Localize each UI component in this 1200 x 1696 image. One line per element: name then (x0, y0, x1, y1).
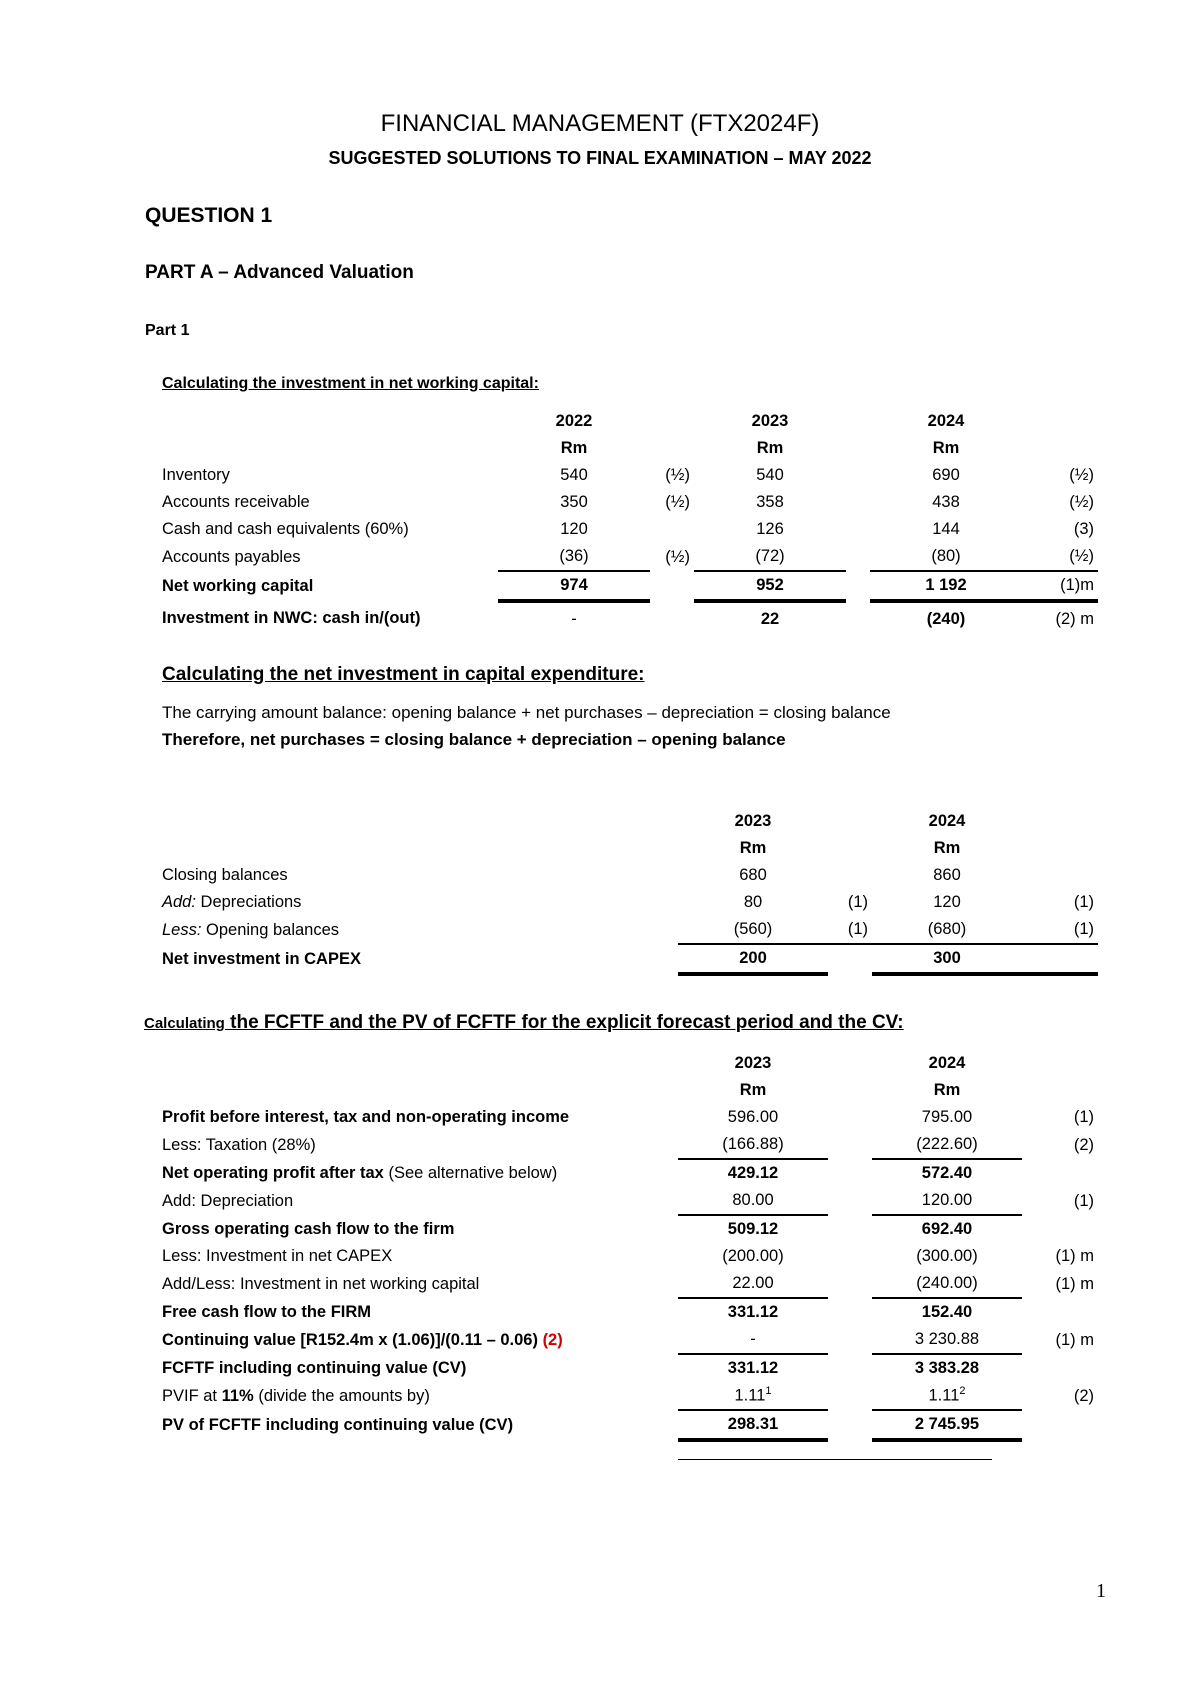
table-row (158, 1243, 1098, 1270)
unit-header: Rm (932, 439, 960, 457)
table-row (158, 408, 1098, 435)
table-row (158, 1410, 1098, 1440)
table-row (158, 889, 1098, 916)
cell-value: 572.40 (921, 1164, 973, 1182)
cell-value: (560) (678, 916, 828, 944)
year-header: 2023 (751, 412, 789, 430)
table-row (158, 1187, 1098, 1215)
cell-value: 120 (560, 520, 588, 538)
cell-value: 350 (560, 493, 588, 511)
mark-red: (2) (542, 1330, 563, 1349)
mark: (½) (1069, 466, 1094, 484)
row-label (158, 1326, 678, 1354)
cell-value: 80.00 (678, 1187, 828, 1215)
capex-table (158, 808, 1098, 976)
cell-value: 120 (933, 893, 961, 911)
row-label: Add: Depreciation (162, 1191, 294, 1210)
mark: (½) (665, 466, 690, 484)
table-row (158, 462, 1098, 489)
label-text: Net operating profit after tax (162, 1163, 384, 1182)
cell-value: 200 (678, 944, 828, 974)
cell-value: (166.88) (678, 1131, 828, 1159)
table-row (158, 489, 1098, 516)
cell-value: 3 383.28 (914, 1359, 980, 1377)
cell-value: 2 745.95 (872, 1410, 1022, 1440)
row-label: Cash and cash equivalents (60%) (162, 520, 409, 538)
label-text: Opening balances (201, 920, 340, 939)
nwc-table (158, 408, 1098, 635)
table-row (158, 1131, 1098, 1159)
mark: (3) (1073, 520, 1094, 538)
mark: (1) (1022, 916, 1098, 944)
cell-value: 690 (932, 466, 960, 484)
unit-header: Rm (933, 839, 961, 857)
cell-value: (240) (926, 609, 966, 628)
mark: (½) (1069, 493, 1094, 511)
mark: (2) (1073, 1386, 1094, 1405)
cell-value: 144 (932, 520, 960, 538)
fcftf-heading-big: the FCFTF and the PV of FCFTF for the explicit forecast period and the CV: (224, 1012, 904, 1033)
mark: (1) m (1055, 1330, 1094, 1349)
cell-value: 3 230.88 (872, 1326, 1022, 1354)
mark: (1) (847, 893, 868, 911)
cell-value: (222.60) (872, 1131, 1022, 1159)
table-row (158, 1159, 1098, 1187)
row-label: Investment in NWC: cash in/(out) (162, 608, 421, 627)
row-label: Closing balances (162, 866, 288, 884)
cell-value: 429.12 (727, 1164, 779, 1182)
mark: (½) (665, 547, 690, 566)
label-text: Depreciations (195, 893, 302, 911)
unit-header: Rm (739, 1081, 767, 1099)
cell-value: (680) (872, 916, 1022, 944)
cell-value: (80) (870, 543, 1022, 571)
mark: (½) (665, 493, 690, 511)
year-header: 2022 (555, 412, 593, 430)
year-header: 2024 (927, 412, 965, 430)
cell-value: (36) (498, 543, 650, 571)
part-a-heading: PART A – Advanced Valuation (145, 262, 414, 283)
cell-value: 120.00 (872, 1187, 1022, 1215)
row-label: FCFTF including continuing value (CV) (162, 1358, 467, 1377)
row-label: Free cash flow to the FIRM (162, 1302, 372, 1321)
label-rate: 11% (221, 1386, 254, 1405)
cell-value: - (571, 609, 577, 628)
unit-header: Rm (933, 1081, 961, 1099)
capex-heading: Calculating the net investment in capital expenditure: (162, 664, 645, 685)
unit-header: Rm (560, 439, 588, 457)
row-label (158, 1382, 678, 1410)
cell-value: 438 (932, 493, 960, 511)
row-label: PV of FCFTF including continuing value (CV) (162, 1415, 514, 1434)
fcftf-heading (144, 1012, 904, 1034)
cell-value (678, 1382, 828, 1410)
mark: (1) m (1055, 1247, 1094, 1265)
cell-value: 860 (933, 866, 961, 884)
cell-value: 952 (694, 571, 846, 601)
row-label (158, 1159, 678, 1187)
row-label: Profit before interest, tax and non-operating income (162, 1108, 570, 1126)
table-row (158, 1104, 1098, 1131)
row-label: Less: Taxation (28%) (162, 1135, 316, 1154)
cell-value: 22.00 (678, 1270, 828, 1298)
cell-value: - (678, 1326, 828, 1354)
mark (650, 516, 694, 543)
unit-header: Rm (739, 839, 767, 857)
table-row (158, 1354, 1098, 1382)
mark: (1) (1073, 1191, 1094, 1210)
cell-value: 692.40 (921, 1220, 973, 1238)
row-label: Gross operating cash flow to the firm (162, 1219, 455, 1238)
cell-value: 300 (872, 944, 1022, 974)
cell-value: (240.00) (872, 1270, 1022, 1298)
bottom-rule (678, 1459, 992, 1460)
cell-value: 152.40 (921, 1303, 973, 1321)
row-label (158, 916, 678, 944)
unit-header: Rm (756, 439, 784, 457)
cell-value: 126 (756, 520, 784, 538)
document-subtitle: SUGGESTED SOLUTIONS TO FINAL EXAMINATION – MAY 2022 (328, 148, 872, 168)
cell-value: 1 192 (870, 571, 1022, 601)
mark: (1) m (1055, 1274, 1094, 1293)
row-label (158, 889, 678, 916)
year-header: 2024 (928, 812, 966, 830)
fcftf-table (158, 1050, 1098, 1442)
capex-note-1: The carrying amount balance: opening balance + net purchases – depreciation = closing balance (162, 703, 891, 722)
cell-value (872, 1382, 1022, 1410)
mark: (½) (1022, 543, 1098, 571)
fcftf-heading-small: Calculating (144, 1015, 225, 1032)
cell-value: 331.12 (727, 1303, 779, 1321)
row-label: Add/Less: Investment in net working capital (162, 1274, 480, 1293)
table-row (158, 543, 1098, 571)
table-row (158, 944, 1098, 974)
mark: (1)m (1022, 571, 1098, 601)
table-row (158, 835, 1098, 862)
label-prefix: Less: (162, 920, 202, 939)
question-heading: QUESTION 1 (145, 204, 273, 227)
capex-note-2: Therefore, net purchases = closing balance + depreciation – opening balance (162, 730, 786, 749)
table-row (158, 916, 1098, 944)
table-row (158, 1050, 1098, 1077)
year-header: 2024 (928, 1054, 966, 1072)
table-row (158, 516, 1098, 543)
nwc-heading: Calculating the investment in net working capital: (162, 375, 539, 392)
cell-value: 509.12 (727, 1220, 779, 1238)
cell-value: (200.00) (722, 1247, 784, 1265)
row-label: Inventory (162, 466, 230, 484)
cell-value: 540 (756, 466, 784, 484)
table-row (158, 435, 1098, 462)
cell-value: (300.00) (916, 1247, 978, 1265)
cell-value: 680 (739, 866, 767, 884)
cell-value: 22 (760, 609, 780, 628)
cell-value: 540 (560, 466, 588, 484)
table-row (158, 862, 1098, 889)
cell-value: 596.00 (727, 1108, 779, 1126)
pvif-base: 1.11 (928, 1386, 960, 1405)
cell-value: 358 (756, 493, 784, 511)
mark: (2) (1073, 1135, 1094, 1154)
label-note: (divide the amounts by) (253, 1386, 430, 1405)
row-label: Net working capital (162, 576, 314, 595)
pvif-exponent: 2 (959, 1385, 966, 1398)
mark: (1) (1073, 893, 1094, 911)
part-1-heading: Part 1 (145, 322, 190, 339)
cell-value: 298.31 (678, 1410, 828, 1440)
table-row (158, 808, 1098, 835)
row-label: Less: Investment in net CAPEX (162, 1247, 393, 1265)
table-row (158, 1326, 1098, 1354)
page-number: 1 (1096, 1580, 1106, 1602)
mark: (2) m (1055, 609, 1094, 628)
document-title: FINANCIAL MANAGEMENT (FTX2024F) (380, 110, 820, 137)
label-text: Continuing value [R152.4m x (1.06)]/(0.11 – 0.06) (162, 1330, 543, 1349)
year-header: 2023 (734, 1054, 772, 1072)
label-note: (See alternative below) (383, 1163, 558, 1182)
cell-value: 974 (498, 571, 650, 601)
row-label: Accounts receivable (162, 493, 310, 511)
cell-value: (72) (694, 543, 846, 571)
pvif-exponent: 1 (765, 1385, 772, 1398)
pvif-base: 1.11 (734, 1386, 766, 1405)
cell-value: 80 (743, 893, 763, 911)
table-row (158, 571, 1098, 601)
mark: (1) (828, 916, 872, 944)
table-row (158, 1270, 1098, 1298)
label-text: PVIF at (162, 1386, 222, 1405)
table-row (158, 1382, 1098, 1410)
year-header: 2023 (734, 812, 772, 830)
cell-value: 331.12 (727, 1359, 779, 1377)
row-label: Accounts payables (162, 547, 301, 566)
table-row (158, 601, 1098, 635)
table-row (158, 1215, 1098, 1243)
table-row (158, 1077, 1098, 1104)
row-label: Net investment in CAPEX (162, 949, 361, 968)
table-row (158, 1298, 1098, 1326)
mark: (1) (1073, 1108, 1094, 1126)
cell-value: 795.00 (921, 1108, 973, 1126)
label-prefix: Add: (162, 893, 196, 911)
